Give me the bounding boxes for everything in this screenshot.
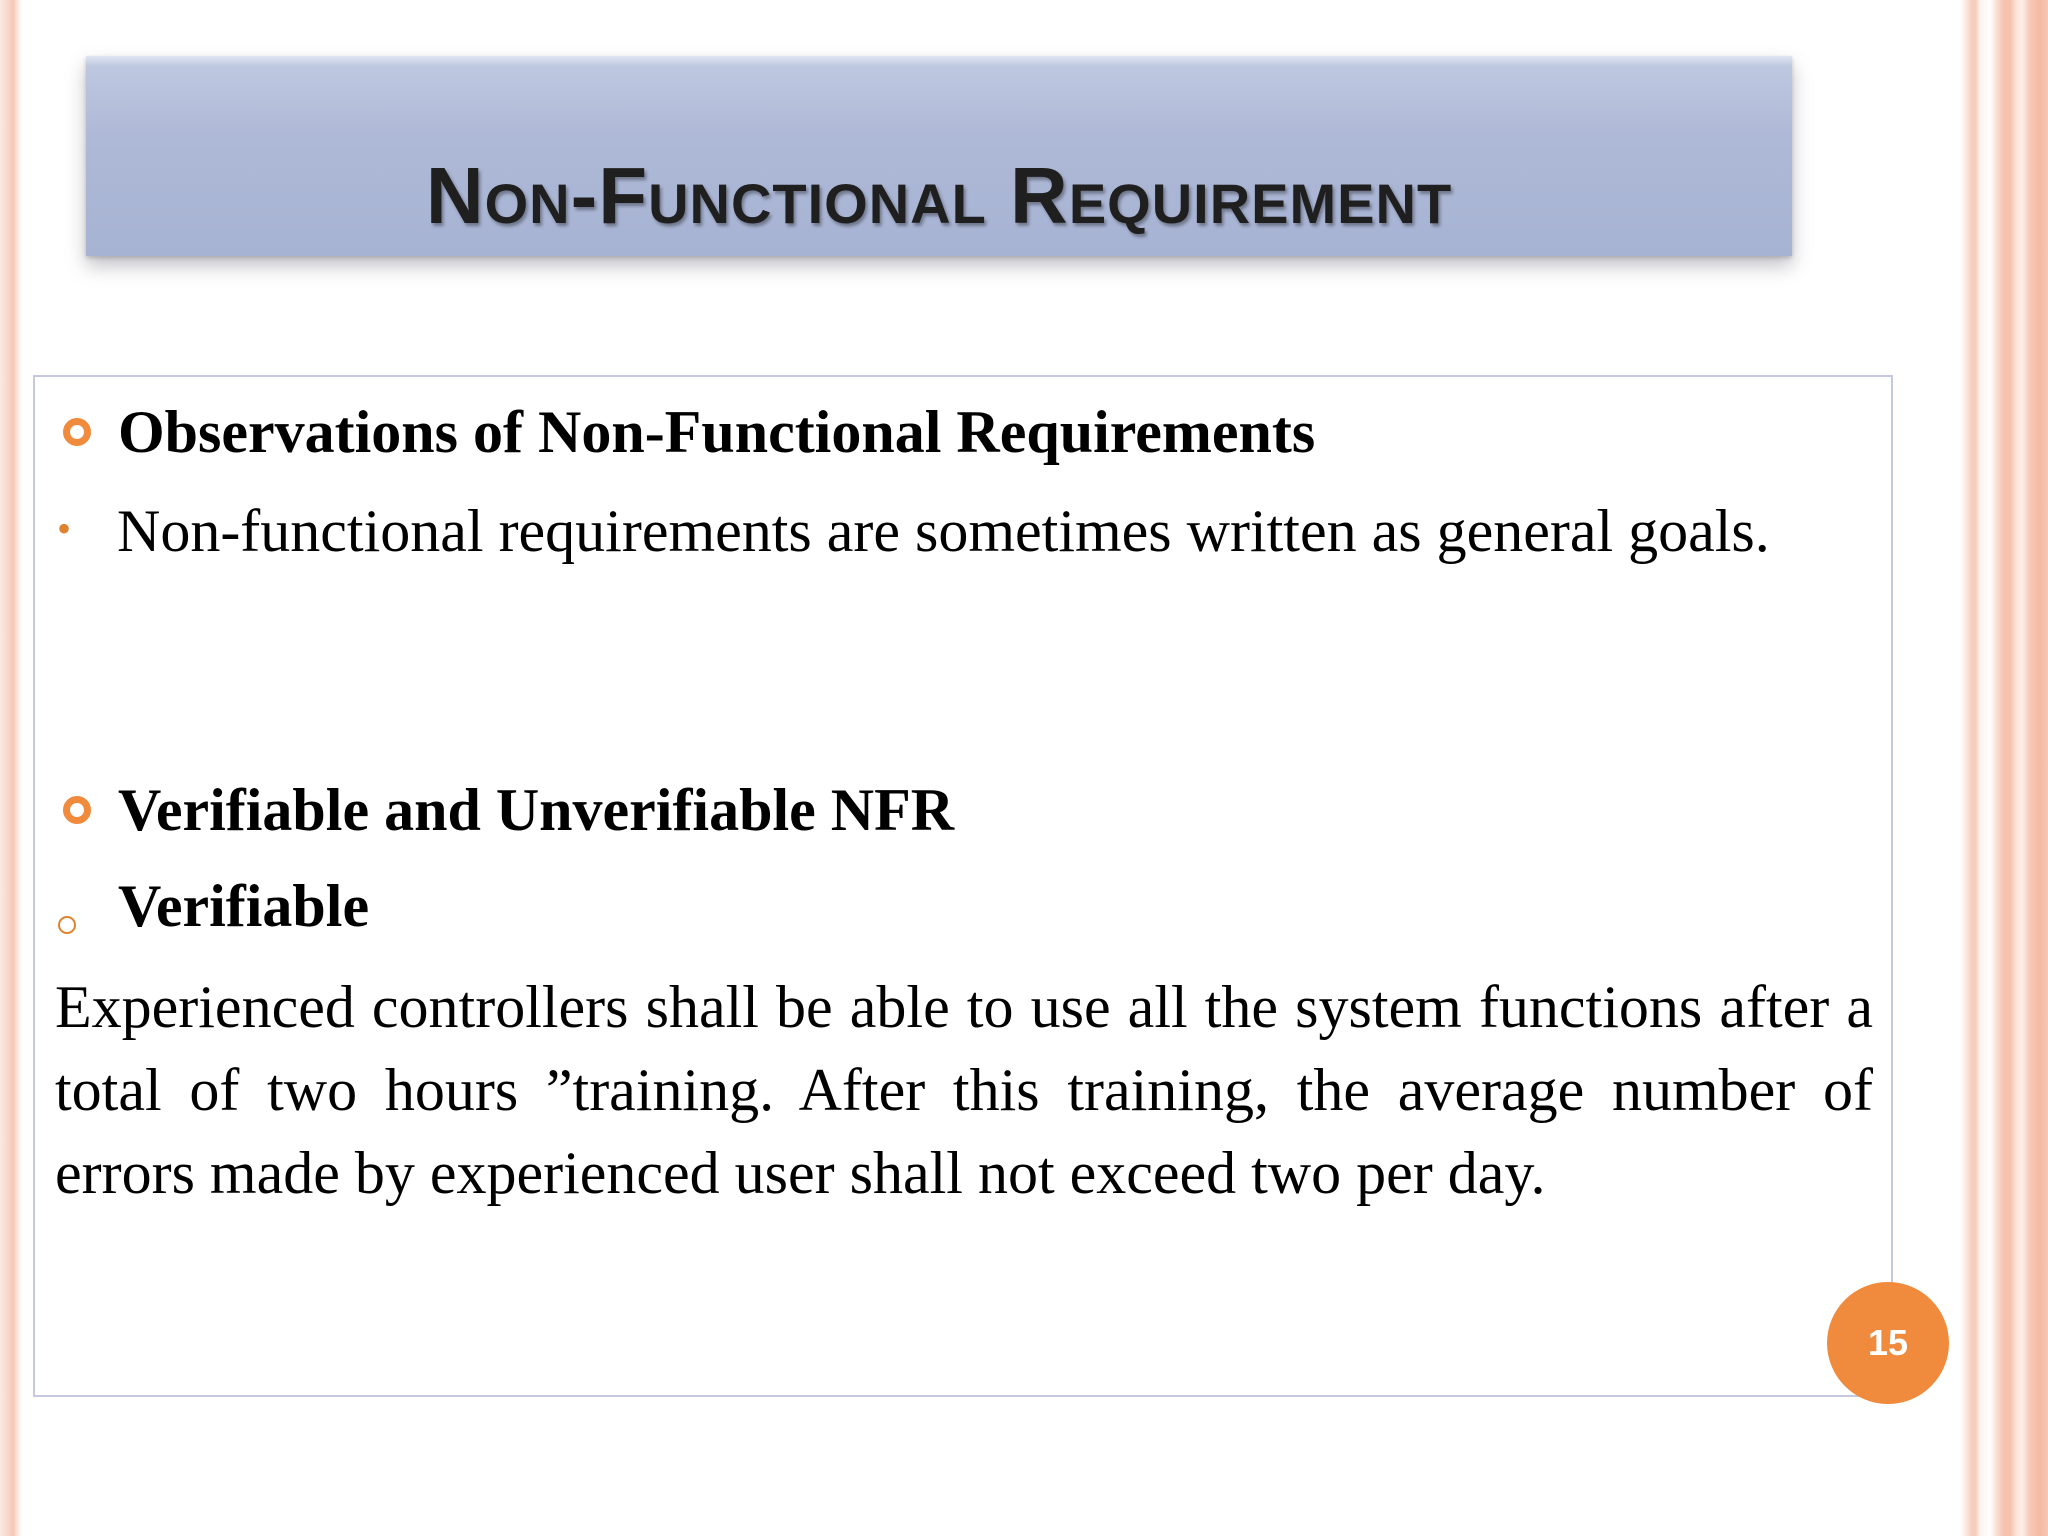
- subheading-text: Verifiable: [118, 873, 370, 939]
- orange-circle-bullet-icon: [63, 796, 91, 824]
- right-decorative-stripes: [1960, 0, 2048, 1536]
- subheading-verifiable: [55, 872, 1873, 942]
- page-title: Non-Functional Requirement: [425, 151, 1453, 240]
- verifiable-example-paragraph: Experienced controllers shall be able to use all the system functions after a total of two hours ”training. After this training, the average number of errors made by experienced user shall not exceed two per day.: [55, 974, 1873, 1206]
- section-heading-verifiable-nfr: [55, 776, 1873, 846]
- title-banner: [86, 56, 1792, 256]
- section-heading-text: Observations of Non-Functional Requirements: [118, 399, 1316, 465]
- section-heading-observations: [55, 398, 1873, 468]
- page-number-badge: 15: [1827, 1282, 1949, 1404]
- dot-bullet-icon: •: [57, 506, 72, 551]
- bullet-text-general-goals: Non-functional requirements are sometimes written as general goals.: [117, 498, 1770, 564]
- left-decorative-stripe: [0, 0, 22, 1536]
- hollow-circle-bullet-icon: [58, 916, 76, 934]
- section-heading-text: Verifiable and Unverifiable NFR: [118, 777, 955, 843]
- orange-circle-bullet-icon: [63, 418, 91, 446]
